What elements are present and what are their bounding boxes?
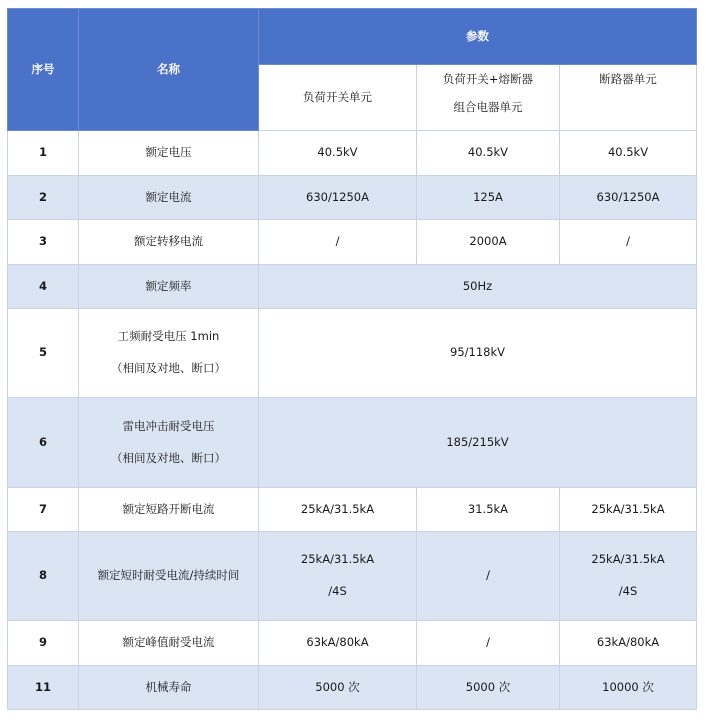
- cell-line1: 25kA/31.5kA: [591, 552, 665, 567]
- row-number: 7: [8, 488, 79, 532]
- cell-combo: /: [417, 621, 560, 666]
- row-number: 6: [8, 398, 79, 488]
- row-number: 9: [8, 621, 79, 666]
- table-row: [8, 220, 697, 265]
- row-number: 1: [8, 131, 79, 176]
- cell-load-switch: 63kA/80kA: [259, 621, 417, 666]
- cell-merged: 185/215kV: [259, 398, 697, 488]
- row-name-line2: （相间及对地、断口）: [111, 361, 226, 375]
- row-number: 3: [8, 220, 79, 265]
- cell-breaker: 63kA/80kA: [560, 621, 697, 666]
- table-row: [8, 265, 697, 309]
- header-seq: 序号: [8, 9, 79, 131]
- row-name-line1: 工频耐受电压 1min: [117, 329, 220, 344]
- cell-combo: /: [417, 532, 560, 621]
- row-number: 5: [8, 309, 79, 398]
- cell-combo: 5000 次: [417, 666, 560, 710]
- cell-combo: 2000A: [417, 220, 560, 265]
- row-name: 额定峰值耐受电流: [79, 621, 259, 666]
- cell-load-switch: 25kA/31.5kA: [259, 488, 417, 532]
- row-name-line1: 雷电冲击耐受电压: [122, 418, 215, 433]
- header-load-switch: 负荷开关单元: [259, 65, 417, 131]
- row-name-line2: （相间及对地、断口）: [111, 450, 226, 465]
- cell-load-switch: 5000 次: [259, 666, 417, 710]
- cell-line2: /4S: [328, 584, 347, 598]
- table-row: [8, 532, 697, 621]
- row-name: 额定电压: [79, 131, 259, 176]
- cell-load-switch: 630/1250A: [259, 176, 417, 220]
- header-combo-unit: [417, 65, 560, 131]
- table-row: [8, 488, 697, 532]
- row-name: 额定短路开断电流: [79, 488, 259, 532]
- cell-merged: 95/118kV: [259, 309, 697, 398]
- header-params: 参数: [259, 9, 697, 65]
- row-name: 额定频率: [79, 265, 259, 309]
- cell-breaker: 40.5kV: [560, 131, 697, 176]
- cell-load-switch: [259, 532, 417, 621]
- cell-load-switch: 40.5kV: [259, 131, 417, 176]
- table-row: [8, 309, 697, 398]
- cell-line2: /4S: [618, 584, 638, 598]
- row-number: 8: [8, 532, 79, 621]
- header-combo-line2: 组合电器单元: [453, 99, 523, 114]
- row-name: 额定电流: [79, 176, 259, 220]
- header-breaker: 断路器单元: [560, 65, 697, 131]
- table-row: [8, 621, 697, 666]
- cell-breaker: [560, 532, 697, 621]
- cell-combo: 31.5kA: [417, 488, 560, 532]
- row-name: [79, 398, 259, 488]
- row-number: 2: [8, 176, 79, 220]
- row-name: 额定短时耐受电流/持续时间: [79, 532, 259, 621]
- cell-breaker: /: [560, 220, 697, 265]
- header-name: 名称: [79, 9, 259, 131]
- row-number: 4: [8, 265, 79, 309]
- table-row: [8, 666, 697, 710]
- table-row: [8, 398, 697, 488]
- row-name: [79, 309, 259, 398]
- cell-line1: 25kA/31.5kA: [300, 552, 375, 567]
- cell-breaker: 25kA/31.5kA: [560, 488, 697, 532]
- cell-combo: 125A: [417, 176, 560, 220]
- table-row: [8, 131, 697, 176]
- table-row: [8, 176, 697, 220]
- cell-breaker: 10000 次: [560, 666, 697, 710]
- spec-table: [7, 8, 697, 710]
- cell-breaker: 630/1250A: [560, 176, 697, 220]
- row-number: 11: [8, 666, 79, 710]
- header-row: [8, 9, 697, 65]
- cell-merged: 50Hz: [259, 265, 697, 309]
- header-combo-line1: 负荷开关+熔断器: [442, 72, 534, 86]
- cell-load-switch: /: [259, 220, 417, 265]
- row-name: 额定转移电流: [79, 220, 259, 265]
- row-name: 机械寿命: [79, 666, 259, 710]
- cell-combo: 40.5kV: [417, 131, 560, 176]
- spec-table-container: [7, 8, 696, 710]
